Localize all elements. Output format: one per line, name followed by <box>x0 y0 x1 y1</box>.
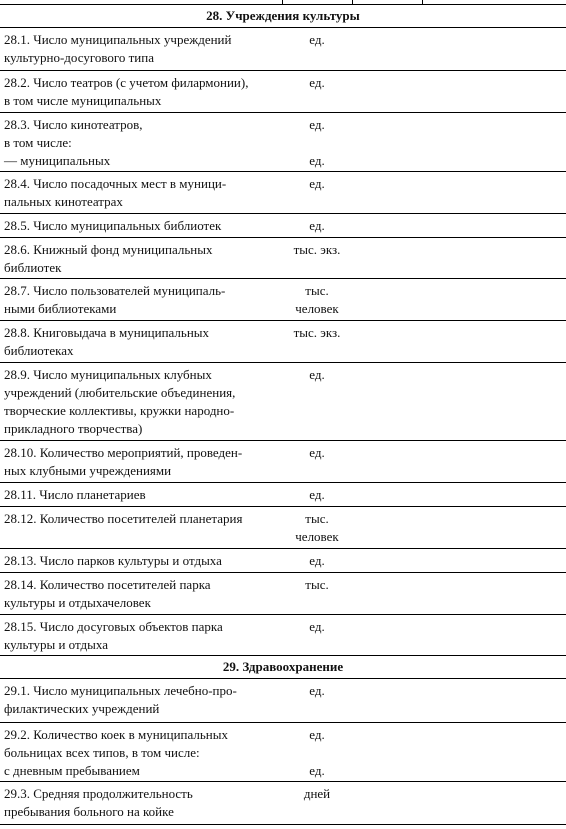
indicator-name: 29.1. Число муниципальных лечебно-про- филактических учреждений <box>4 683 237 716</box>
indicator-name: 28.12. Количество посетителей планетария <box>4 511 243 526</box>
indicator-name: 28.14. Количество посетителей парка культуры и отдыхачеловек <box>4 577 211 610</box>
table-row <box>0 172 566 214</box>
indicator-unit: ед. <box>309 367 325 382</box>
indicator-unit: тыс. экз. <box>293 325 341 340</box>
table-row <box>0 363 566 441</box>
indicator-name: 28.13. Число парков культуры и отдыха <box>4 553 222 568</box>
indicator-name: 28.15. Число досуговых объектов парка культуры и отдыха <box>4 619 223 652</box>
table-row <box>0 483 566 507</box>
column-divider <box>282 0 283 4</box>
indicator-unit: ед. <box>309 445 325 460</box>
table-row <box>0 782 566 825</box>
indicator-unit: тыс. <box>305 577 329 592</box>
indicator-name: 28.6. Книжный фонд муниципальных библиотек <box>4 242 213 275</box>
indicator-unit: ед. <box>309 553 325 568</box>
indicator-unit: ед. <box>309 218 325 233</box>
indicator-name: 29.3. Средняя продолжительность пребывания больного на койке <box>4 786 193 819</box>
table-row <box>0 549 566 573</box>
indicator-name: 28.11. Число планетариев <box>4 487 146 502</box>
indicator-unit: ед. <box>309 683 325 698</box>
indicator-unit: ед. <box>309 32 325 47</box>
section-header-healthcare: 29. Здравоохранение <box>0 656 566 679</box>
column-divider <box>422 0 423 4</box>
table-row <box>0 321 566 363</box>
table-row <box>0 615 566 656</box>
column-divider <box>352 0 353 4</box>
table-row <box>0 723 566 782</box>
indicator-unit: ед. <box>309 75 325 90</box>
indicator-name: 29.2. Количество коек в муниципальных больницах всех типов, в том числе: с дневным пребыванием <box>4 727 228 778</box>
table-row <box>0 573 566 615</box>
indicator-name: 28.10. Количество мероприятий, проведен- ных клубными учреждениями <box>4 445 243 478</box>
table-row <box>0 238 566 279</box>
indicator-unit: дней <box>303 786 331 801</box>
table-row <box>0 679 566 723</box>
table-row <box>0 279 566 321</box>
table-row <box>0 113 566 172</box>
indicator-name: 28.1. Число муниципальных учреждений культурно-досугового типа <box>4 32 232 65</box>
indicator-unit: ед. <box>309 176 325 191</box>
table-row <box>0 441 566 483</box>
indicator-unit: ед. ед. <box>309 117 325 168</box>
indicator-unit: ед. <box>309 619 325 634</box>
indicator-name: 28.4. Число посадочных мест в муници- пальных кинотеатрах <box>4 176 227 209</box>
indicator-unit: тыс. экз. <box>293 242 341 257</box>
indicator-name: 28.2. Число театров (с учетом филармонии), в том числе муниципальных <box>4 75 249 108</box>
table-row <box>0 507 566 549</box>
indicator-unit: тыс. человек <box>295 283 339 316</box>
indicator-name: 28.5. Число муниципальных библиотек <box>4 218 222 233</box>
table-row <box>0 214 566 238</box>
indicator-name: 28.3. Число кинотеатров, в том числе: — муниципальных <box>4 117 143 168</box>
indicator-unit: тыс. человек <box>295 511 339 544</box>
indicator-name: 28.9. Число муниципальных клубных учреждений (любительские объединения, творческие коллективы, кружки народно- прикладного творчества) <box>4 367 236 436</box>
table-row <box>0 71 566 113</box>
section-header-culture: 28. Учреждения культуры <box>0 5 566 28</box>
indicator-name: 28.7. Число пользователей муниципаль- ными библиотеками <box>4 283 226 316</box>
indicator-name: 28.8. Книговыдача в муниципальных библиотеках <box>4 325 210 358</box>
indicator-unit: ед. ед. <box>309 727 325 778</box>
table-row <box>0 28 566 71</box>
indicator-unit: ед. <box>309 487 325 502</box>
